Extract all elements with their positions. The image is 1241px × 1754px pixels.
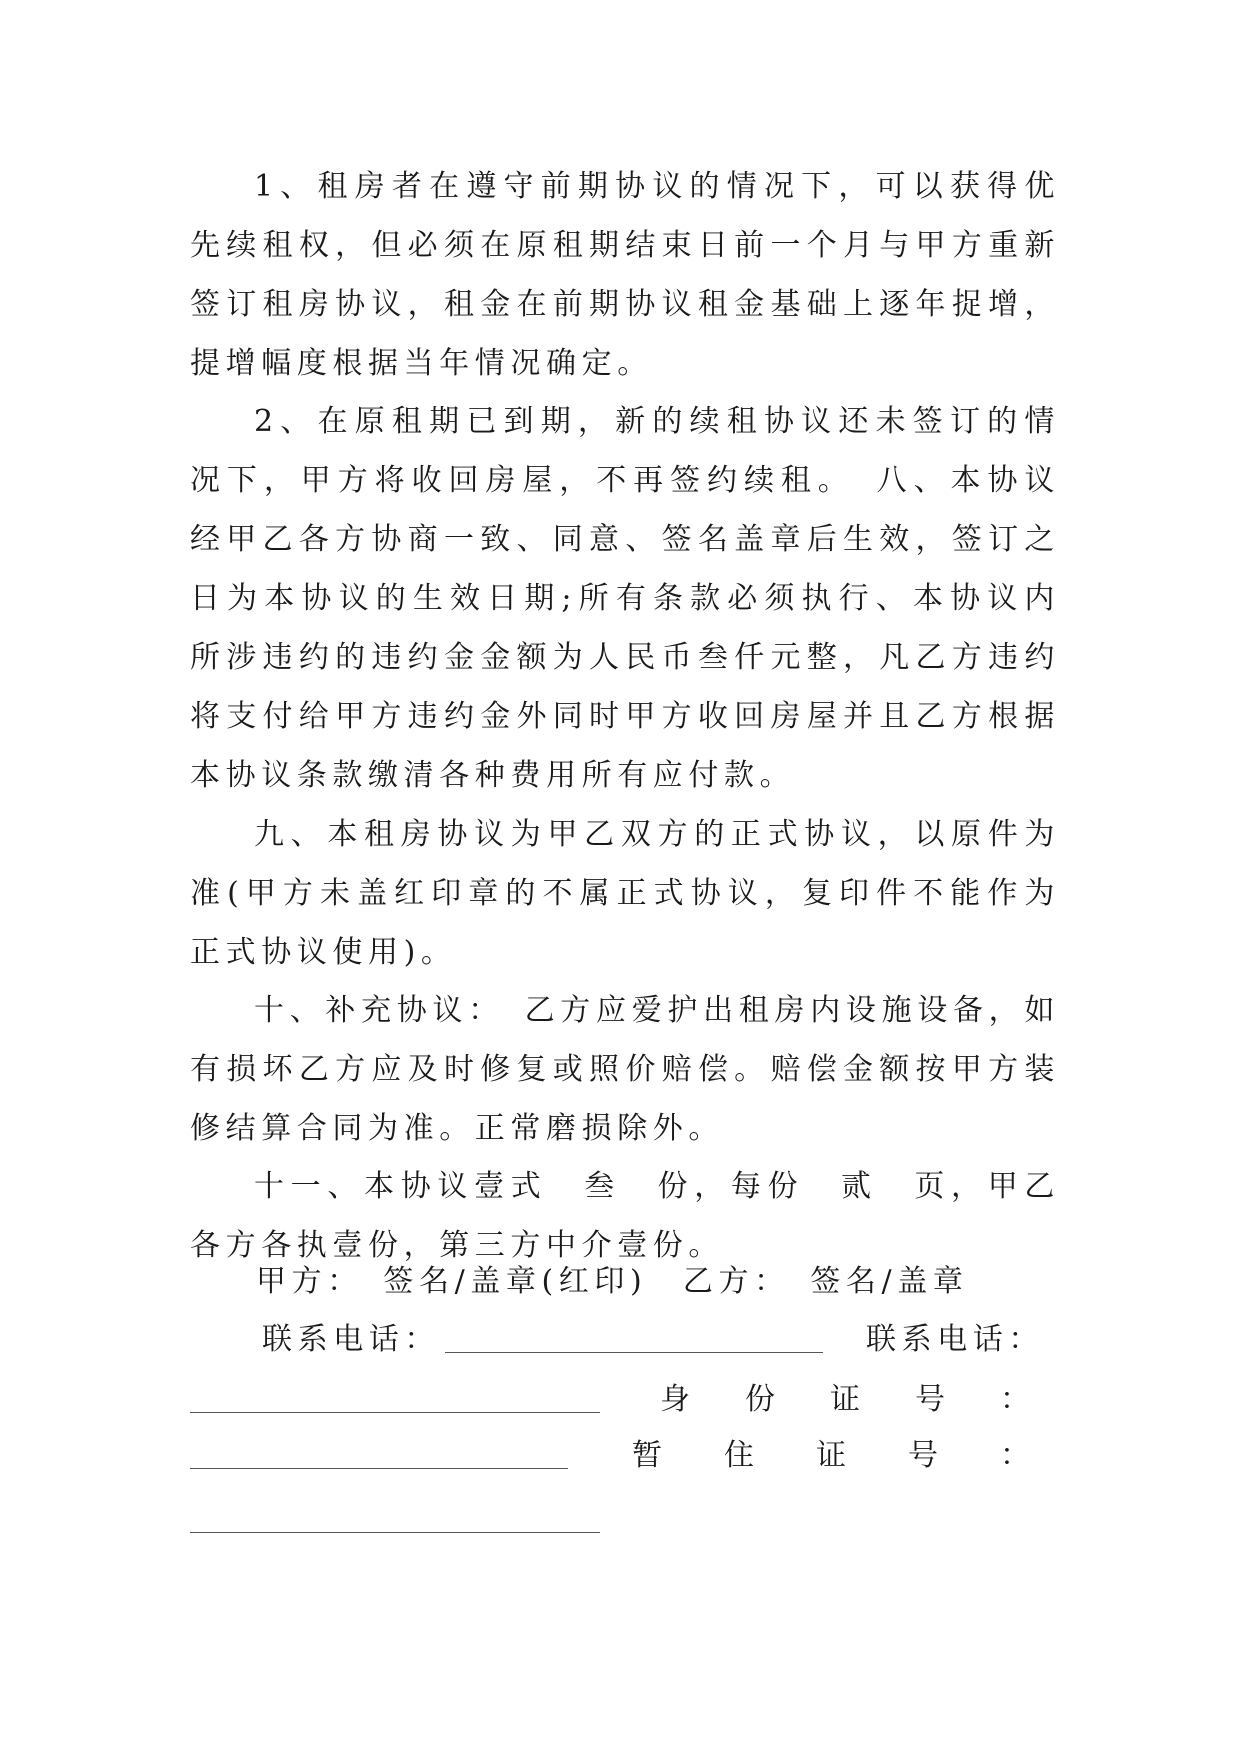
- clause-renewal-priority: 1、租房者在遵守前期协议的情况下，可以获得优先续租权，但必须在原租期结束日前一个月与甲方重新签订租房协议，租金在前期协议租金基础上逐年捉增，提增幅度根据当年情况确定。: [190, 169, 1060, 381]
- phone-label-party-b: 联系电话：: [866, 1322, 1044, 1357]
- id-number-blank: [190, 1468, 568, 1469]
- signature-parties-line: 甲方： 签名/盖章(红印) 乙方： 签名/盖章: [256, 1264, 969, 1299]
- id-label-char: 号: [915, 1382, 945, 1417]
- temp-id-label-char: 暂: [632, 1438, 662, 1473]
- phone-blank-party-b: [190, 1412, 600, 1413]
- temp-id-label-char: 住: [724, 1438, 754, 1473]
- clause-eleven-copies: 十一、本协议壹式 叁 份，每份 贰 页，甲乙各方各执壹份，第三方中介壹份。: [190, 1169, 1060, 1263]
- clause-expiry-and-effect: 2、在原租期已到期，新的续租协议还未签订的情况下，甲方将收回房屋，不再签约续租。 八、本协议经甲乙各方协商一致、同意、签名盖章后生效，签订之日为本协议的生效日期;所有条款必须执行、本协议内所涉违约的违约金金额为人民币叁仟元整，凡乙方违约将支付给甲方违约金外同时甲方收回房屋并且乙方根据本协议条款缴清各种费用所有应付款。: [190, 404, 1060, 793]
- id-number-label: [660, 1380, 1030, 1420]
- temp-residence-number-blank: [190, 1532, 600, 1533]
- clause-ten-supplement: 十、补充协议： 乙方应爱护出租房内设施设备，如有损坏乙方应及时修复或照价赔偿。赔偿金额按甲方装修结算合同为准。正常磨损除外。: [190, 993, 1060, 1146]
- clause-nine-official-agreement: 九、本租房协议为甲乙双方的正式协议，以原件为准(甲方未盖红印章的不属正式协议，复印件不能作为正式协议使用)。: [190, 817, 1060, 970]
- id-label-char: 身: [660, 1382, 690, 1417]
- temp-id-label-char: 号: [908, 1438, 938, 1473]
- id-label-char: ：: [1000, 1382, 1030, 1417]
- temp-id-label-char: ：: [1000, 1438, 1030, 1473]
- phone-blank-party-a: [445, 1352, 823, 1353]
- id-label-char: 份: [745, 1382, 775, 1417]
- temp-id-label-char: 证: [816, 1438, 846, 1473]
- phone-label-party-a: 联系电话：: [262, 1322, 440, 1357]
- temp-residence-number-label: [632, 1436, 1030, 1476]
- id-label-char: 证: [830, 1382, 860, 1417]
